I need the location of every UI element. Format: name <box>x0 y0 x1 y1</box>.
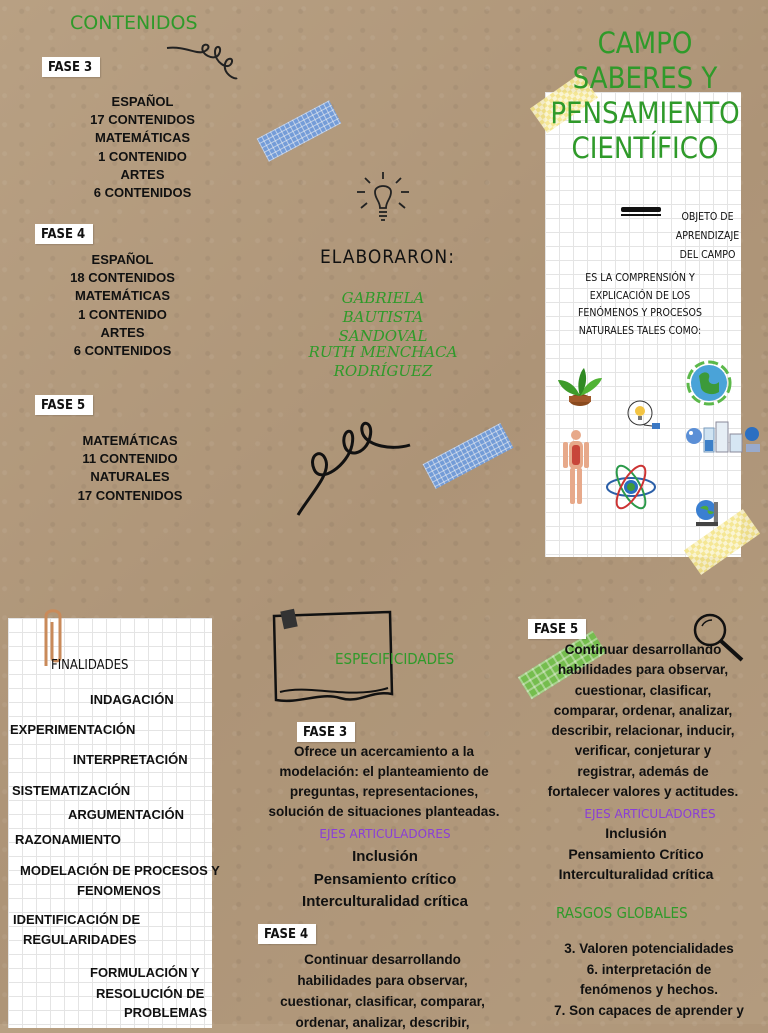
finalidad-item: ARGUMENTACIÓN <box>68 807 185 822</box>
esp-fase3-line: preguntas, representaciones, <box>289 784 479 799</box>
human-body-icon <box>558 428 594 508</box>
fase3-list <box>80 93 205 202</box>
objeto-text <box>660 208 755 265</box>
fase5-list <box>65 432 195 505</box>
finalidad-item: IDENTIFICACIÓN DE <box>13 912 141 927</box>
elaboraron-label: ELABORARON: <box>320 246 455 268</box>
fase3-line: ARTES <box>120 166 165 182</box>
eje-item: Pensamiento Crítico <box>568 845 704 862</box>
esp-fase5-line: registrar, además de <box>577 763 709 779</box>
fase4-line: 6 CONTENIDOS <box>73 343 172 359</box>
descripcion-line: EXPLICACIÓN DE LOS <box>589 289 691 302</box>
finalidad-item: INDAGACIÓN <box>90 692 174 707</box>
esp-fase3-line: solución de situaciones planteadas. <box>268 804 500 819</box>
esp-fase4-line: ordenar, analizar, describir, <box>295 1015 470 1030</box>
plug-bulb-icon <box>622 397 664 433</box>
esp-fase4-line: Continuar desarrollando <box>304 952 461 967</box>
finalidad-item: REGULARIDADES <box>23 932 137 947</box>
author-2 <box>303 343 463 381</box>
esp-fase5-line: comparar, ordenar, analizar, <box>553 702 733 718</box>
campo-title <box>545 26 745 166</box>
finalidad-item: RESOLUCIÓN DE <box>96 986 205 1001</box>
ejes-fase5 <box>520 823 752 885</box>
author-1-line: GABRIELA BAUTISTA <box>341 289 425 326</box>
esp-fase4-line: habilidades para observar, <box>297 973 468 988</box>
eje-item: Interculturalidad crítica <box>302 893 468 910</box>
washi-tape-blue <box>257 100 342 161</box>
contenidos-title: CONTENIDOS <box>70 12 198 34</box>
fase4-tag: FASE 4 <box>35 224 93 244</box>
lab-flask-icon <box>684 418 764 458</box>
esp-fase4-line: cuestionar, clasificar, comparar, <box>280 994 485 1009</box>
finalidad-item: SISTEMATIZACIÓN <box>12 783 131 798</box>
esp-fase5-line: cuestionar, clasificar, <box>574 682 712 698</box>
campo-title-line: SABERES Y <box>572 61 718 95</box>
esp-fase5-line: describir, relacionar, inducir, <box>551 723 735 739</box>
esp-fase4-tag: FASE 4 <box>258 924 316 944</box>
fase5-line: 17 CONTENIDOS <box>77 487 183 503</box>
author-1 <box>303 289 463 346</box>
recycle-globe-icon <box>685 360 733 406</box>
esp-fase4-text <box>250 949 515 1033</box>
esp-fase3-tag: FASE 3 <box>297 722 355 742</box>
rasgo-line: 6. interpretación de <box>586 961 712 977</box>
esp-fase5-text <box>518 640 768 802</box>
fase4-list <box>60 251 185 360</box>
campo-title-line: PENSAMIENTO <box>550 96 740 130</box>
doodle-loop-icon <box>165 40 240 88</box>
finalidad-item: PROBLEMAS <box>124 1005 208 1020</box>
lightbulb-icon <box>355 170 411 230</box>
fase4-line: 1 CONTENIDO <box>78 306 167 322</box>
fase5-line: MATEMÁTICAS <box>82 433 178 448</box>
fase3-line: ESPAÑOL <box>111 94 174 109</box>
campo-title-line: CAMPO <box>597 26 693 60</box>
fase5-tag: FASE 5 <box>35 395 93 415</box>
fase4-line: MATEMÁTICAS <box>74 288 171 304</box>
fase3-tag: FASE 3 <box>42 57 100 77</box>
descripcion-line: ES LA COMPRENSIÓN Y <box>585 272 695 284</box>
atom-icon <box>604 460 658 514</box>
eje-item: Inclusión <box>605 825 667 841</box>
author-2-line: RODRÍGUEZ <box>333 362 433 380</box>
divider-bar <box>621 207 661 212</box>
finalidad-item: FORMULACIÓN Y <box>90 965 200 980</box>
objeto-line: APRENDIZAJE <box>675 230 740 242</box>
rasgo-line: 3. Valoren potencialidades <box>564 941 734 956</box>
esp-fase5-line: verificar, conjeturar y <box>574 743 712 759</box>
fase4-line: ARTES <box>100 324 145 340</box>
eje-item: Inclusión <box>352 848 418 865</box>
fase3-line: MATEMÁTICAS <box>94 130 191 146</box>
fase5-line: 11 CONTENIDO <box>82 451 178 467</box>
rasgos-list <box>530 939 768 1021</box>
fase3-line: 17 CONTENIDOS <box>90 112 195 128</box>
esp-fase3-line: Ofrece un acercamiento a la <box>293 744 475 759</box>
ejes-fase3 <box>260 846 510 914</box>
rasgos-title: RASGOS GLOBALES <box>556 904 688 922</box>
especificidades-title: ESPECIFICIDADES <box>335 650 455 668</box>
descripcion-line: FENÓMENOS Y PROCESOS <box>578 307 702 319</box>
esp-fase3-line: modelación: el planteamiento de <box>279 764 489 779</box>
washi-tape-blue <box>423 423 514 489</box>
campo-title-line: CIENTÍFICO <box>571 131 719 165</box>
objeto-line: DEL CAMPO <box>679 249 736 261</box>
esp-fase3-text <box>245 742 523 822</box>
eje-item: Pensamiento crítico <box>313 870 457 888</box>
esp-fase5-line: fortalecer valores y actitudes. <box>547 784 739 800</box>
objeto-line: OBJETO DE <box>681 211 734 223</box>
esp-fase5-line: habilidades para observar, <box>557 662 729 678</box>
finalidad-item: FENOMENOS <box>77 883 161 898</box>
ejes-label-fase5: EJES ARTICULADORES <box>584 807 716 821</box>
finalidades-title: FINALIDADES <box>51 658 129 673</box>
descripcion-line: NATURALES TALES COMO: <box>578 324 702 337</box>
fase3-line: 6 CONTENIDOS <box>93 185 192 201</box>
fase4-line: 18 CONTENIDOS <box>70 270 175 286</box>
esp-fase5-line: Continuar desarrollando <box>564 642 722 657</box>
doodle-squiggle-icon <box>290 415 415 525</box>
finalidad-item: INTERPRETACIÓN <box>73 752 188 767</box>
rasgo-line: 7. Son capaces de aprender y <box>554 1002 744 1018</box>
ejes-label: EJES ARTICULADORES <box>319 827 451 841</box>
author-2-line: RUTH MENCHACA <box>308 343 458 361</box>
fase3-line: 1 CONTENIDO <box>98 148 187 164</box>
microscope-icon <box>690 496 724 528</box>
eje-item: Interculturalidad crítica <box>558 866 714 882</box>
rasgo-line: fenómenos y hechos. <box>579 982 719 997</box>
finalidad-item: EXPERIMENTACIÓN <box>10 722 136 737</box>
fase5-line: NATURALES <box>90 469 170 485</box>
esp-fase5-tag: FASE 5 <box>528 619 586 639</box>
author-1-line: SANDOVAL <box>338 327 428 345</box>
finalidad-item: RAZONAMIENTO <box>15 832 121 847</box>
finalidad-item: MODELACIÓN DE PROCESOS Y <box>20 863 220 878</box>
divider-bar <box>621 214 661 216</box>
fase4-line: ESPAÑOL <box>91 252 154 267</box>
plant-icon <box>556 366 604 408</box>
campo-descripcion <box>555 270 725 340</box>
